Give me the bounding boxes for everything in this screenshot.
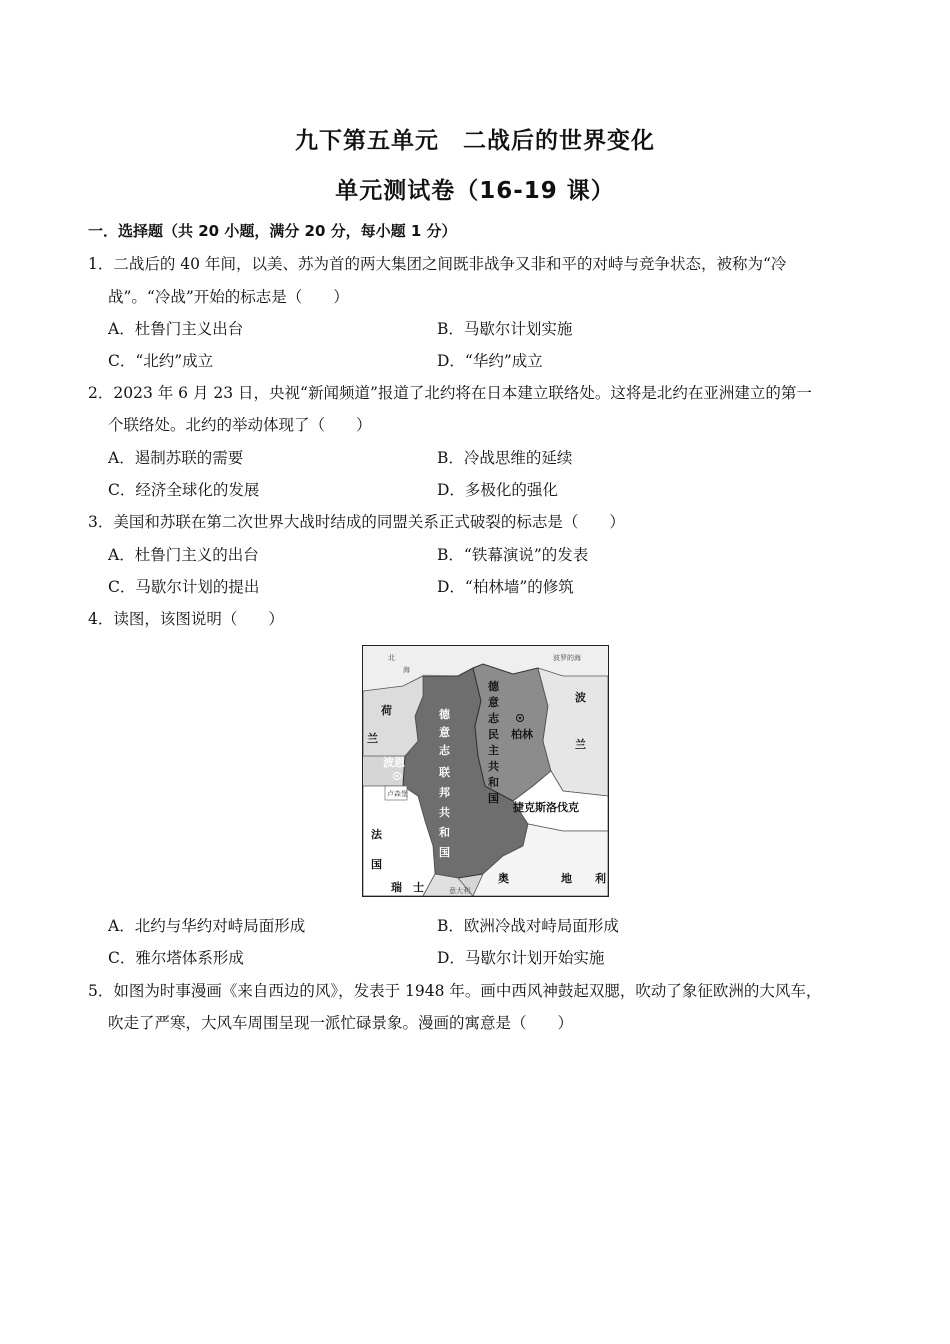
svg-text:志: 志 — [439, 744, 450, 757]
label-netherlands: 荷 — [381, 704, 392, 717]
question-2-text-cont: 个联络处。北约的举动体现了（ ） — [108, 416, 372, 434]
svg-text:民: 民 — [488, 728, 499, 741]
question-4-option-c[interactable]: C．雅尔塔体系形成 — [108, 949, 244, 967]
label-sea-north: 北 — [388, 654, 395, 662]
svg-text:和: 和 — [439, 826, 450, 839]
svg-text:国: 国 — [439, 846, 450, 859]
label-berlin: 柏林 — [511, 728, 533, 741]
svg-text:共: 共 — [488, 760, 499, 773]
germany-division-map — [362, 645, 609, 897]
map-svg — [363, 646, 608, 896]
question-4-option-a[interactable]: A．北约与华约对峙局面形成 — [108, 917, 306, 935]
berlin-marker-dot-icon — [519, 717, 521, 719]
bonn-marker-dot-icon — [396, 775, 398, 777]
exam-subtitle: 单元测试卷（16-19 课） — [335, 178, 615, 204]
question-3-option-a[interactable]: A．杜鲁门主义的出台 — [108, 546, 259, 564]
question-2-option-c[interactable]: C．经济全球化的发展 — [108, 481, 260, 499]
svg-text:邦: 邦 — [439, 786, 450, 799]
label-luxembourg: 卢森堡 — [387, 790, 408, 798]
svg-text:德: 德 — [439, 708, 450, 721]
question-2-option-b[interactable]: B．冷战思维的延续 — [437, 449, 573, 467]
label-baltic-sea: 波罗的海 — [553, 654, 581, 662]
question-1-text-cont: 战”。“冷战”开始的标志是（ ） — [108, 288, 349, 306]
label-austria-3: 利 — [595, 872, 606, 885]
question-4-option-d[interactable]: D．马歇尔计划开始实施 — [437, 949, 605, 967]
label-poland: 波 — [575, 691, 586, 704]
svg-text:共: 共 — [439, 806, 450, 819]
label-czechoslovakia: 捷克斯洛伐克 — [513, 801, 579, 814]
question-2-option-d[interactable]: D．多极化的强化 — [437, 481, 558, 499]
question-3-option-b[interactable]: B．“铁幕演说”的发表 — [437, 546, 589, 564]
label-italy: 意大利 — [449, 887, 470, 895]
label-bonn: 波恩 — [383, 756, 405, 769]
label-poland-2: 兰 — [575, 738, 586, 751]
question-4-text: 4．读图，该图说明（ ） — [88, 610, 284, 628]
label-france: 法 — [371, 828, 382, 841]
question-1-option-a[interactable]: A．杜鲁门主义出台 — [108, 320, 244, 338]
svg-text:国: 国 — [488, 792, 499, 805]
question-5-text: 5．如图为时事漫画《来自西边的风》，发表于 1948 年。画中西风神鼓起双腮，吹动了象征欧洲的大风车， — [88, 982, 822, 1000]
label-netherlands-2: 兰 — [367, 732, 378, 745]
label-france-2: 国 — [371, 858, 382, 871]
question-1-option-d[interactable]: D．“华约”成立 — [437, 352, 543, 370]
svg-text:志: 志 — [488, 712, 499, 725]
exam-title: 九下第五单元 二战后的世界变化 — [295, 128, 655, 154]
svg-text:联: 联 — [439, 766, 450, 779]
question-5-text-cont: 吹走了严寒，大风车周围呈现一派忙碌景象。漫画的寓意是（ ） — [108, 1014, 574, 1032]
svg-text:意: 意 — [439, 726, 450, 739]
question-1-option-c[interactable]: C．“北约”成立 — [108, 352, 214, 370]
label-switzerland: 瑞 士 — [391, 881, 424, 894]
question-3-text: 3．美国和苏联在第二次世界大战时结成的同盟关系正式破裂的标志是（ ） — [88, 513, 625, 531]
question-2-option-a[interactable]: A．遏制苏联的需要 — [108, 449, 244, 467]
svg-text:德: 德 — [488, 680, 499, 693]
question-1-text: 1．二战后的 40 年间，以美、苏为首的两大集团之间既非战争又非和平的对峙与竞争状态，被称为“冷 — [88, 255, 787, 273]
section-heading: 一．选择题（共 20 小题，满分 20 分，每小题 1 分） — [88, 222, 457, 240]
svg-text:意: 意 — [488, 696, 499, 709]
question-3-option-d[interactable]: D．“柏林墙”的修筑 — [437, 578, 574, 596]
svg-text:和: 和 — [488, 776, 499, 789]
question-4-option-b[interactable]: B．欧洲冷战对峙局面形成 — [437, 917, 619, 935]
label-sea-north-2: 海 — [403, 666, 410, 674]
question-1-option-b[interactable]: B．马歇尔计划实施 — [437, 320, 573, 338]
question-2-text: 2．2023 年 6 月 23 日，央视“新闻频道”报道了北约将在日本建立联络处。这将是北约在亚洲建立的第一 — [88, 384, 812, 402]
label-austria-2: 地 — [561, 872, 572, 885]
question-3-option-c[interactable]: C．马歇尔计划的提出 — [108, 578, 260, 596]
svg-text:主: 主 — [488, 744, 499, 757]
label-austria: 奥 — [498, 872, 509, 885]
